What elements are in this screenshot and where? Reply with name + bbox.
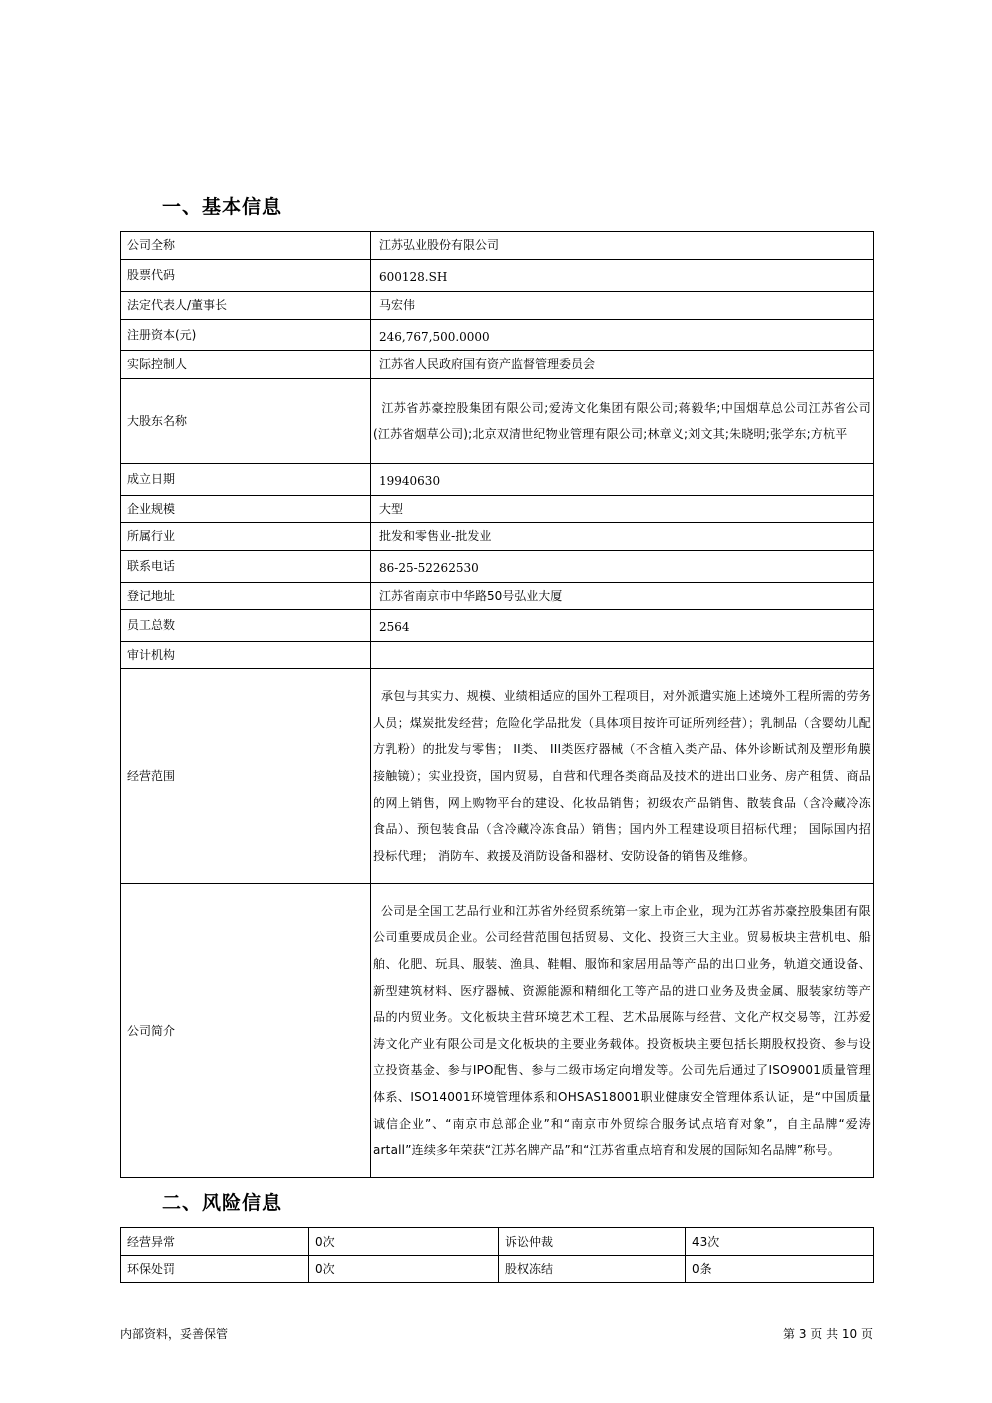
field-label: 企业规模: [121, 495, 371, 523]
risk-value: 43次: [686, 1228, 874, 1256]
field-label: 实际控制人: [121, 351, 371, 379]
table-row: [121, 1228, 874, 1256]
field-value: 江苏弘业股份有限公司: [371, 232, 874, 260]
field-value: 246,767,500.0000: [371, 319, 874, 351]
table-row: [121, 550, 874, 582]
field-label: 成立日期: [121, 464, 371, 496]
field-label: 公司简介: [121, 884, 371, 1178]
field-label: 登记地址: [121, 582, 371, 610]
table-row: [121, 464, 874, 496]
table-row: [121, 641, 874, 669]
field-label: 股票代码: [121, 260, 371, 292]
field-value: 江苏省苏豪控股集团有限公司;爱涛文化集团有限公司;蒋毅华;中国烟草总公司江苏省公司(江苏省烟草公司);北京双清世纪物业管理有限公司;林章义;刘文其;朱晓明;张学东;方杭平: [371, 379, 874, 464]
risk-value: 0条: [686, 1256, 874, 1283]
field-value: 公司是全国工艺品行业和江苏省外经贸系统第一家上市企业，现为江苏省苏豪控股集团有限公司重要成员企业。公司经营范围包括贸易、文化、投资三大主业。贸易板块主营机电、船舶、化肥、玩具、服装、渔具、鞋帽、服饰和家居用品等产品的出口业务，轨道交通设备、新型建筑材料、医疗器械、资源能源和精细化工等产品的进口业务及贵金属、服装家纺等产品的内贸业务。文化板块主营环境艺术工程、艺术品展陈与经营、文化产权交易等，江苏爱涛文化产业有限公司是文化板块的主要业务载体。投资板块主要包括长期股权投资、参与设立投资基金、参与IPO配售、参与二级市场定向增发等。公司先后通过了ISO9001质量管理体系、ISO14001环境管理体系和OHSAS18001职业健康安全管理体系认证，是“中国质量诚信企业”、“南京市总部企业”和“南京市外贸综合服务试点培育对象”，自主品牌“爱涛artall”连续多年荣获“江苏名牌产品”和“江苏省重点培育和发展的国际知名品牌”称号。: [371, 884, 874, 1178]
section-title-risk: 二、风险信息: [162, 1192, 283, 1214]
field-value: 马宏伟: [371, 291, 874, 319]
field-label: 经营范围: [121, 669, 371, 884]
basic-info-table: [120, 231, 874, 1178]
field-label: 法定代表人/董事长: [121, 291, 371, 319]
table-row: [121, 260, 874, 292]
table-row: [121, 291, 874, 319]
field-label: 所属行业: [121, 523, 371, 551]
table-row: [121, 351, 874, 379]
field-value: [371, 641, 874, 669]
field-value: 600128.SH: [371, 260, 874, 292]
field-label: 联系电话: [121, 550, 371, 582]
field-value: 19940630: [371, 464, 874, 496]
risk-info-table: [120, 1227, 874, 1283]
field-value: 大型: [371, 495, 874, 523]
field-value: 江苏省南京市中华路50号弘业大厦: [371, 582, 874, 610]
footer-confidential-note: 内部资料，妥善保管: [120, 1327, 229, 1341]
footer-page-number: 第 3 页 共 10 页: [783, 1327, 873, 1341]
table-row: [121, 232, 874, 260]
section-title-basic: 一、基本信息: [162, 196, 283, 218]
table-row: [121, 610, 874, 642]
risk-label: 环保处罚: [121, 1256, 309, 1283]
risk-label: 股权冻结: [499, 1256, 686, 1283]
risk-value: 0次: [309, 1228, 499, 1256]
field-label: 注册资本(元): [121, 319, 371, 351]
risk-label: 经营异常: [121, 1228, 309, 1256]
table-row: [121, 884, 874, 1178]
field-label: 大股东名称: [121, 379, 371, 464]
field-label: 公司全称: [121, 232, 371, 260]
field-value: 江苏省人民政府国有资产监督管理委员会: [371, 351, 874, 379]
table-row: [121, 495, 874, 523]
table-row: [121, 669, 874, 884]
table-row: [121, 523, 874, 551]
field-label: 审计机构: [121, 641, 371, 669]
field-value: 2564: [371, 610, 874, 642]
field-value: 承包与其实力、规模、业绩相适应的国外工程项目，对外派遣实施上述境外工程所需的劳务人员；煤炭批发经营；危险化学品批发（具体项目按许可证所列经营）；乳制品（含婴幼儿配方乳粉）的批发与零售； II类、 III类医疗器械（不含植入类产品、体外诊断试剂及塑形角膜接触镜）；实业投资，国内贸易，自营和代理各类商品及技术的进出口业务、房产租赁、商品的网上销售，网上购物平台的建设、化妆品销售；初级农产品销售、散装食品（含冷藏冷冻食品）、预包装食品（含冷藏冷冻食品）销售；国内外工程建设项目招标代理； 国际国内招投标代理； 消防车、救援及消防设备和器材、安防设备的销售及维修。: [371, 669, 874, 884]
table-row: [121, 379, 874, 464]
field-label: 员工总数: [121, 610, 371, 642]
table-row: [121, 1256, 874, 1283]
field-value: 86-25-52262530: [371, 550, 874, 582]
risk-value: 0次: [309, 1256, 499, 1283]
table-row: [121, 319, 874, 351]
risk-label: 诉讼仲裁: [499, 1228, 686, 1256]
field-value: 批发和零售业-批发业: [371, 523, 874, 551]
table-row: [121, 582, 874, 610]
